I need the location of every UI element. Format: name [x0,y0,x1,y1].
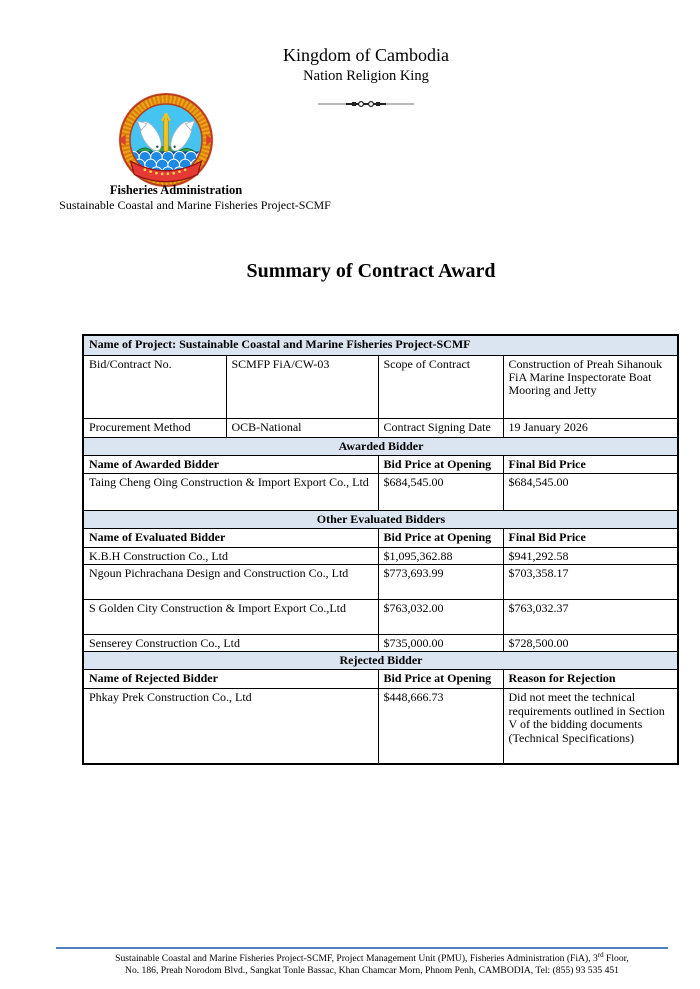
col-header-evaluated-bidprice: Bid Price at Opening [378,528,503,547]
section-rejected-bidder: Rejected Bidder [83,652,678,670]
procurement-value: OCB-National [226,418,378,437]
table-row [83,564,678,599]
col-header-evaluated-finalprice: Final Bid Price [503,528,678,547]
rejection-reason: Did not meet the technical requirements outlined in Section V of the bidding documents (Technical Specifications) [503,689,678,764]
section-awarded-bidder: Awarded Bidder [83,437,678,455]
org-name: Fisheries Administration [109,183,243,197]
signing-label: Contract Signing Date [378,418,503,437]
table-row [83,510,678,528]
project-name-header: Name of Project: Sustainable Coastal and Marine Fisheries Project-SCMF [83,335,678,355]
footer-line2: No. 186, Preah Norodom Blvd., Sangkat Tonle Bassac, Khan Chamcar Morn, Phnom Penh, CAMBODIA, Tel: (855) 93 535 451 [125,964,619,976]
col-header-awarded-name: Name of Awarded Bidder [83,455,378,473]
table-row [83,473,678,510]
section-other-evaluated-bidders: Other Evaluated Bidders [83,510,678,528]
evaluated-final-price: $763,032.37 [503,599,678,634]
rejected-bid-price: $448,666.73 [378,689,503,764]
page-title: Summary of Contract Award [246,260,496,282]
evaluated-bid-price: $763,032.00 [378,599,503,634]
table-row [83,689,678,764]
table-row [83,547,678,564]
evaluated-final-price: $728,500.00 [503,634,678,651]
evaluated-bid-price: $773,693.99 [378,564,503,599]
evaluated-bid-price: $735,000.00 [378,634,503,651]
footer-address [42,951,700,977]
ornament-divider-icon [318,96,414,114]
evaluated-final-price: $703,358.17 [503,564,678,599]
table-row [83,528,678,547]
scope-value: Construction of Preah Sihanouk FiA Marine Inspectorate Boat Mooring and Jetty [503,355,678,418]
evaluated-bidder-name: K.B.H Construction Co., Ltd [83,547,378,564]
table-row [83,670,678,689]
evaluated-bidder-name: S Golden City Construction & Import Export Co.,Ltd [83,599,378,634]
rejected-bidder-name: Phkay Prek Construction Co., Ltd [83,689,378,764]
procurement-label: Procurement Method [83,418,226,437]
scope-label: Scope of Contract [378,355,503,418]
footer-line1: Sustainable Coastal and Marine Fisheries Project-SCMF, Project Management Unit (PMU), Fisheries Administration (FiA), 3rd Floor, [115,951,629,965]
col-header-awarded-bidprice: Bid Price at Opening [378,455,503,473]
table-row [83,652,678,670]
motto-title: Nation Religion King [303,68,429,84]
signing-value: 19 January 2026 [503,418,678,437]
table-row [83,437,678,455]
bid-contract-label: Bid/Contract No. [83,355,226,418]
evaluated-bid-price: $1,095,362.88 [378,547,503,564]
footer-divider [56,947,668,949]
table-row [83,355,678,418]
kingdom-title: Kingdom of Cambodia [283,45,449,65]
col-header-rejected-name: Name of Rejected Bidder [83,670,378,689]
col-header-rejected-bidprice: Bid Price at Opening [378,670,503,689]
table-row [83,335,678,355]
awarded-final-price: $684,545.00 [503,473,678,510]
col-header-awarded-finalprice: Final Bid Price [503,455,678,473]
col-header-evaluated-name: Name of Evaluated Bidder [83,528,378,547]
awarded-bid-price: $684,545.00 [378,473,503,510]
table-row [83,599,678,634]
org-subtitle: Sustainable Coastal and Marine Fisheries Project-SCMF [59,198,331,212]
table-row [83,418,678,437]
col-header-rejection-reason: Reason for Rejection [503,670,678,689]
evaluated-bidder-name: Ngoun Pichrachana Design and Construction Co., Ltd [83,564,378,599]
bid-contract-value: SCMFP FiA/CW-03 [226,355,378,418]
fisheries-administration-emblem-icon [118,92,214,188]
evaluated-final-price: $941,292.58 [503,547,678,564]
evaluated-bidder-name: Senserey Construction Co., Ltd [83,634,378,651]
contract-award-table [82,334,679,765]
table-row [83,634,678,651]
table-row [83,455,678,473]
awarded-bidder-name: Taing Cheng Oing Construction & Import Export Co., Ltd [83,473,378,510]
